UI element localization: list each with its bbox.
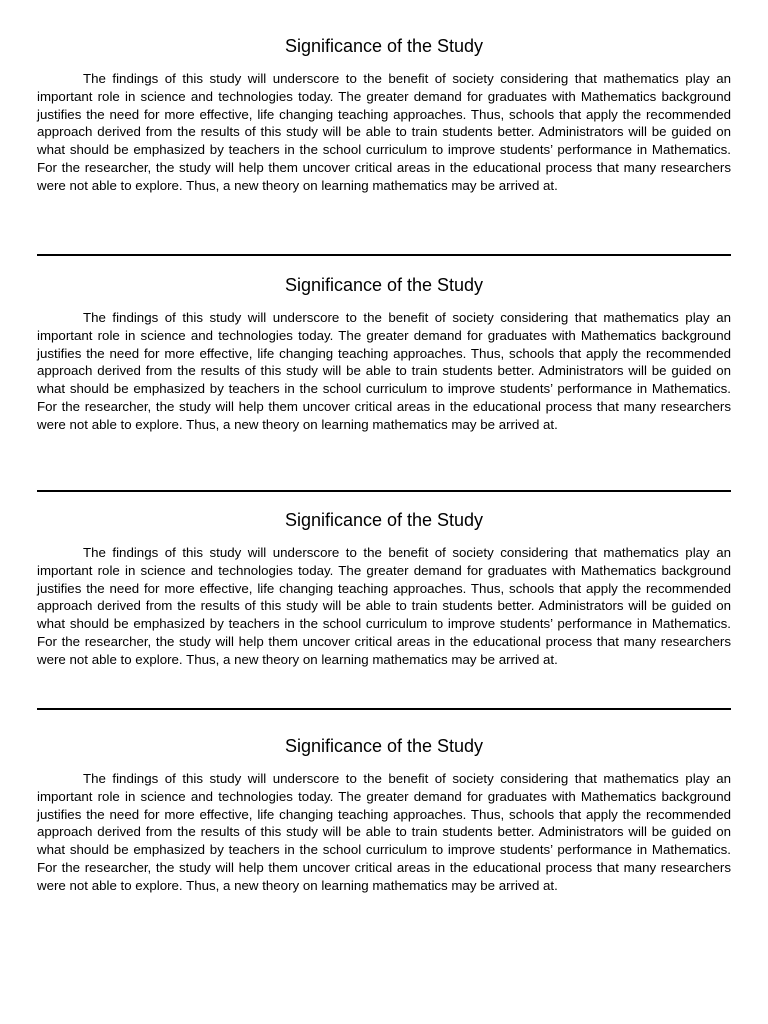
section-title: Significance of the Study bbox=[284, 36, 484, 56]
section-body-paragraph: The findings of this study will underscore to the benefit of society considering that mathematics play an important role in science and technologies today. The greater demand for graduates with Mathematics background justifies the need for more effective, life changing teaching approaches. Thus, schools that apply the recommended approach derived from the results of this study will be able to train students better. Administrators will be guided on what should be emphasized by teachers in the school curriculum to improve students’ performance in Mathematics. For the researcher, the study will help them uncover critical areas in the educational process that many researchers were not able to explore. Thus, a new theory on learning mathematics may be arrived at. bbox=[37, 310, 731, 432]
section-title: Significance of the Study bbox=[284, 736, 484, 756]
section-title: Significance of the Study bbox=[284, 510, 484, 530]
section-body-paragraph: The findings of this study will underscore to the benefit of society considering that mathematics play an important role in science and technologies today. The greater demand for graduates with Mathematics background justifies the need for more effective, life changing teaching approaches. Thus, schools that apply the recommended approach derived from the results of this study will be able to train students better. Administrators will be guided on what should be emphasized by teachers in the school curriculum to improve students’ performance in Mathematics. For the researcher, the study will help them uncover critical areas in the educational process that many researchers were not able to explore. Thus, a new theory on learning mathematics may be arrived at. bbox=[37, 71, 731, 193]
document-section bbox=[37, 734, 731, 895]
section-title: Significance of the Study bbox=[284, 275, 484, 295]
document-section bbox=[37, 508, 731, 669]
section-divider bbox=[37, 254, 731, 256]
section-body-paragraph: The findings of this study will underscore to the benefit of society considering that mathematics play an important role in science and technologies today. The greater demand for graduates with Mathematics background justifies the need for more effective, life changing teaching approaches. Thus, schools that apply the recommended approach derived from the results of this study will be able to train students better. Administrators will be guided on what should be emphasized by teachers in the school curriculum to improve students’ performance in Mathematics. For the researcher, the study will help them uncover critical areas in the educational process that many researchers were not able to explore. Thus, a new theory on learning mathematics may be arrived at. bbox=[37, 545, 731, 667]
document-section bbox=[37, 273, 731, 434]
section-divider bbox=[37, 708, 731, 710]
section-body-paragraph: The findings of this study will underscore to the benefit of society considering that mathematics play an important role in science and technologies today. The greater demand for graduates with Mathematics background justifies the need for more effective, life changing teaching approaches. Thus, schools that apply the recommended approach derived from the results of this study will be able to train students better. Administrators will be guided on what should be emphasized by teachers in the school curriculum to improve students’ performance in Mathematics. For the researcher, the study will help them uncover critical areas in the educational process that many researchers were not able to explore. Thus, a new theory on learning mathematics may be arrived at. bbox=[37, 771, 731, 893]
section-divider bbox=[37, 490, 731, 492]
document-section bbox=[37, 34, 731, 195]
